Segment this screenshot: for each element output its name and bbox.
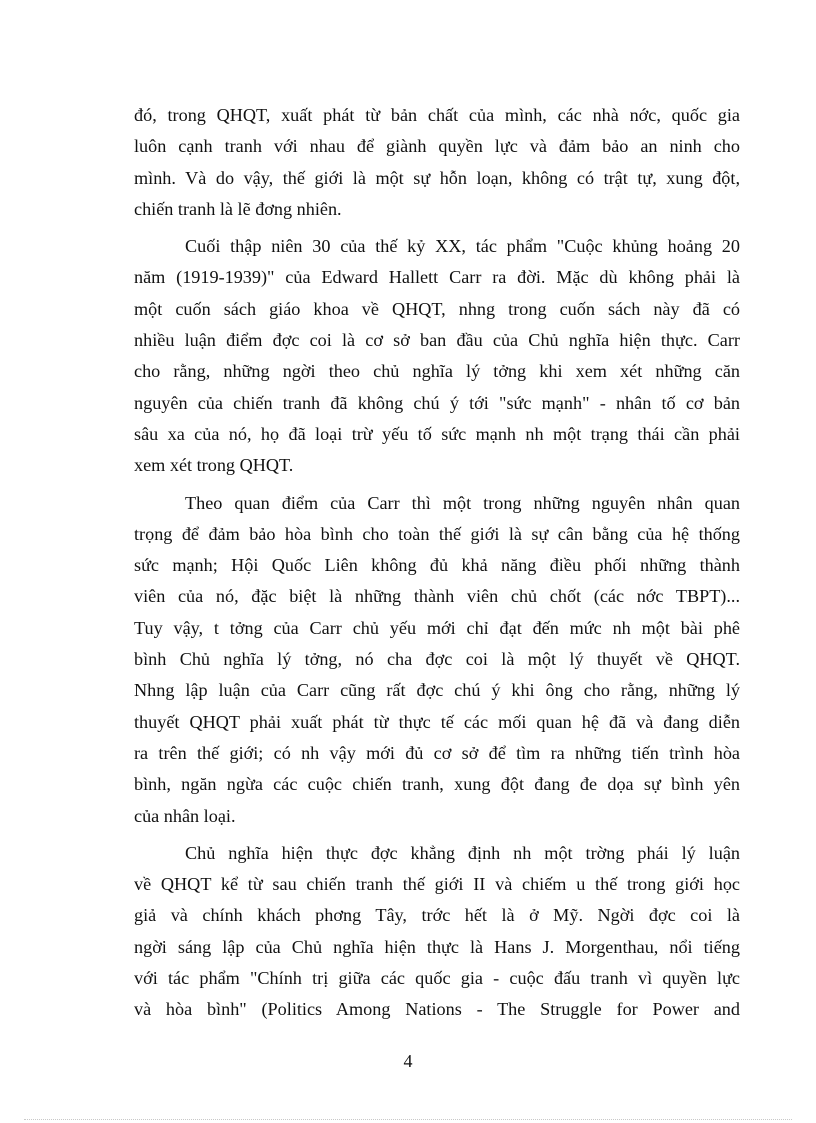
paragraph-2 <box>134 231 740 481</box>
text-line: cho rằng, những ngời theo chủ nghĩa lý tởng khi xem xét những căn <box>134 361 740 382</box>
text-line: mình. Và do vậy, thế giới là một sự hỗn loạn, không có trật tự, xung đột, <box>134 167 740 188</box>
text-line: chiến tranh là lẽ đơng nhiên. <box>134 198 342 219</box>
text-line: ra trên thế giới; có nh vậy mới đủ cơ sở để tìm ra những tiến trình hòa <box>134 742 740 763</box>
text-line: trọng để đảm bảo hòa bình cho toàn thế giới là sự cân bằng của hệ thống <box>134 523 740 544</box>
text-line: Chủ nghĩa hiện thực đợc khẳng định nh một trờng phái lý luận <box>185 842 740 863</box>
text-line: bình Chủ nghĩa lý tởng, nó cha đợc coi là một lý thuyết về QHQT. <box>134 649 740 670</box>
text-line: Cuối thập niên 30 của thế kỷ XX, tác phẩm "Cuộc khủng hoảng 20 <box>185 236 740 257</box>
text-line: một cuốn sách giáo khoa về QHQT, nhng trong cuốn sách này đã có <box>134 298 740 319</box>
paragraph-4 <box>134 838 740 1026</box>
text-line: sức mạnh; Hội Quốc Liên không đủ khả năng điều phối những thành <box>134 555 740 576</box>
paragraph-3 <box>134 488 740 832</box>
body-text <box>134 100 740 1032</box>
text-line: Tuy vậy, t tởng của Carr chủ yếu mới chỉ đạt đến mức nh một bài phê <box>134 617 740 638</box>
text-line: thuyết QHQT phải xuất phát từ thực tế các mối quan hệ đã và đang diễn <box>134 711 740 732</box>
text-line: và hòa bình" (Politics Among Nations - The Struggle for Power and <box>134 999 740 1020</box>
text-line: Theo quan điểm của Carr thì một trong những nguyên nhân quan <box>185 492 740 513</box>
page-number: 4 <box>403 1051 413 1071</box>
text-line: bình, ngăn ngừa các cuộc chiến tranh, xung đột đang đe dọa sự bình yên <box>134 774 740 795</box>
text-line: của nhân loại. <box>134 805 236 826</box>
text-line: nguyên của chiến tranh đã không chú ý tới "sức mạnh" - nhân tố cơ bản <box>134 392 740 413</box>
page-bottom-divider <box>24 1119 792 1120</box>
text-line: sâu xa của nó, họ đã loại trừ yếu tố sức mạnh nh một trạng thái cần phải <box>134 423 740 444</box>
text-line: luôn cạnh tranh với nhau để giành quyền lực và đảm bảo an ninh cho <box>134 136 740 157</box>
text-line: viên của nó, đặc biệt là những thành viên chủ chốt (các nớc TBPT)... <box>134 586 740 607</box>
text-line: đó, trong QHQT, xuất phát từ bản chất của mình, các nhà nớc, quốc gia <box>134 105 740 125</box>
text-line: về QHQT kể từ sau chiến tranh thế giới II và chiếm u thế trong giới học <box>134 874 740 895</box>
paragraph-1 <box>134 100 740 225</box>
text-line: nhiều luận điểm đợc coi là cơ sở ban đầu của Chủ nghĩa hiện thực. Carr <box>134 330 740 351</box>
text-line: năm (1919-1939)" của Edward Hallett Carr ra đời. Mặc dù không phải là <box>134 267 740 288</box>
text-line: giả và chính khách phơng Tây, trớc hết là ở Mỹ. Ngời đợc coi là <box>134 905 740 926</box>
text-line: với tác phẩm "Chính trị giữa các quốc gia - cuộc đấu tranh vì quyền lực <box>134 968 740 989</box>
text-line: xem xét trong QHQT. <box>134 455 294 476</box>
text-line: ngời sáng lập của Chủ nghĩa hiện thực là Hans J. Morgenthau, nổi tiếng <box>134 936 740 957</box>
text-line: Nhng lập luận của Carr cũng rất đợc chú ý khi ông cho rằng, những lý <box>134 680 740 701</box>
